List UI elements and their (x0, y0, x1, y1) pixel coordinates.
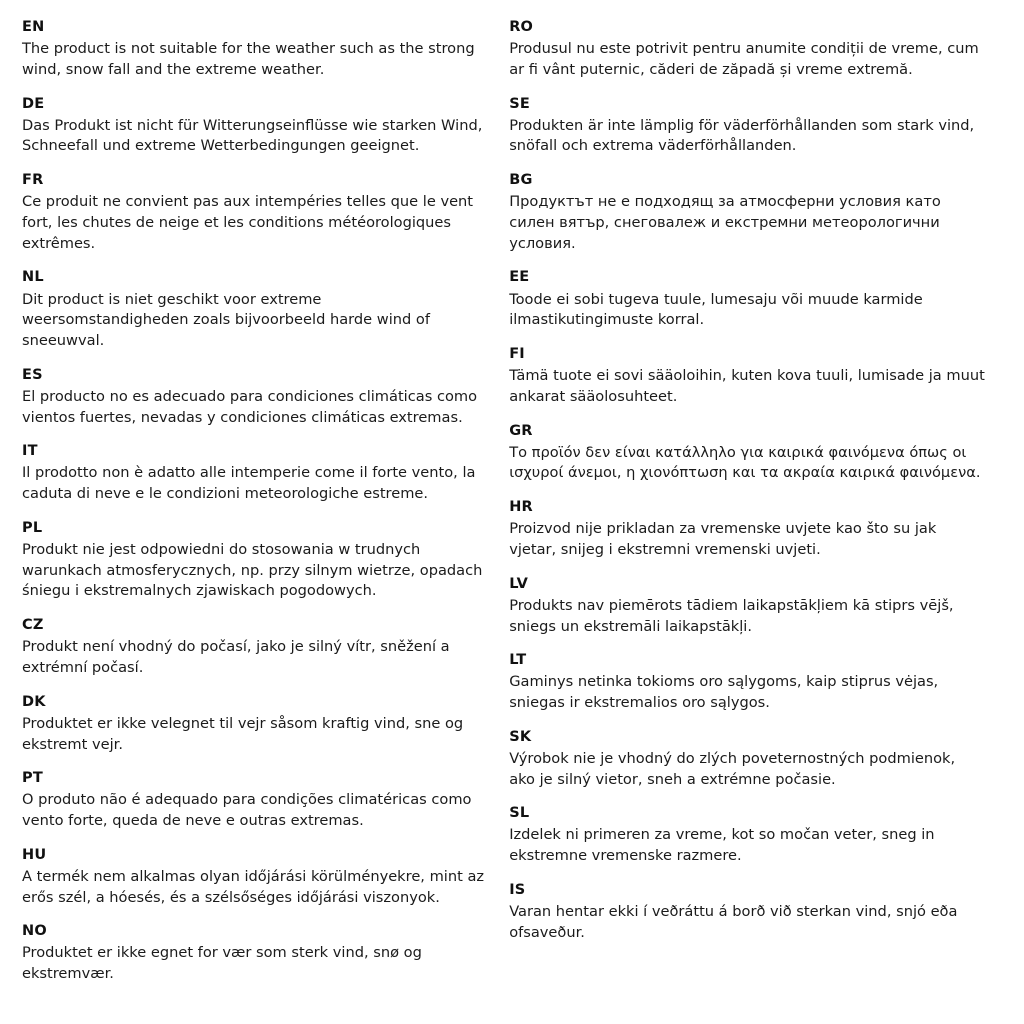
language-code: FI (509, 345, 525, 362)
language-text: Ce produit ne convient pas aux intempéries telles que le vent fort, les chutes de neige et les conditions météorologiques extrêmes. (22, 193, 474, 252)
language-entry (509, 575, 996, 638)
language-code: FR (22, 172, 44, 189)
language-text: Produktet er ikke egnet for vær som sterk vind, snø og ekstremvær. (22, 944, 422, 983)
language-entry (22, 18, 491, 81)
language-entry (509, 422, 996, 485)
language-text: Gaminys netinka tokioms oro sąlygoms, kaip stiprus vėjas, sniegas ir ekstremalios oro sąlygos. (509, 673, 939, 712)
language-entry (22, 769, 491, 832)
language-entry (509, 651, 996, 714)
language-code: SL (509, 805, 530, 822)
language-text: Tämä tuote ei sovi sääoloihin, kuten kova tuuli, lumisade ja muut ankarat sääolosuhteet. (509, 367, 985, 405)
left-column (22, 18, 509, 985)
language-text: Produktet er ikke velegnet til vejr såsom kraftig vind, sne og ekstremt vejr. (22, 714, 464, 753)
language-text: Proizvod nije prikladan za vremenske uvjete kao što su jak vjetar, snijeg i ekstremni vremenski uvjeti. (509, 520, 937, 558)
language-code: PL (22, 519, 43, 536)
language-text: O produto não é adequado para condições climatéricas como vento forte, queda de neve e outras extremas. (22, 791, 472, 830)
language-entry (509, 881, 996, 944)
language-entry (22, 366, 491, 429)
language-entry (509, 268, 996, 331)
language-text: Varan hentar ekki í veðráttu á borð við sterkan vind, snjó eða ofsaveður. (509, 903, 958, 941)
language-text: Il prodotto non è adatto alle intemperie come il forte vento, la caduta di neve e le condizioni meteorologiche estreme. (22, 464, 476, 503)
language-entry (509, 498, 996, 561)
language-code: SK (509, 728, 532, 745)
language-code: NO (22, 923, 47, 940)
language-text: Produsul nu este potrivit pentru anumite condiții de vreme, cum ar fi vânt puternic, căderi de zăpadă și vreme extremă. (509, 40, 979, 78)
columns-container (22, 18, 996, 985)
language-text: Produkts nav piemērots tādiem laikapstākļiem kā stiprs vējš, sniegs un ekstremāli laikapstākļi. (509, 596, 954, 635)
language-entry (22, 268, 491, 351)
language-text: Το προϊόν δεν είναι κατάλληλο για καιρικά φαινόμενα όπως οι ισχυροί άνεμοι, η χιονόπτωση και τα ακραία καιρικά φαινόμενα. (509, 443, 981, 482)
language-entry (22, 693, 491, 756)
language-entry (22, 171, 491, 254)
language-code: NL (22, 269, 44, 286)
language-text: Izdelek ni primeren za vreme, kot so močan veter, sneg in ekstremne vremenske razmere. (509, 826, 935, 865)
language-text: Produkten är inte lämplig för väderförhållanden som stark vind, snöfall och extrema väderförhållanden. (509, 116, 975, 155)
language-code: LV (509, 575, 529, 592)
language-code: BG (509, 172, 533, 189)
language-entry (22, 519, 491, 602)
language-entry (22, 922, 491, 985)
language-code: IS (509, 881, 526, 898)
language-code: EE (509, 269, 530, 286)
language-text: Produkt nie jest odpowiedni do stosowania w trudnych warunkach atmosferycznych, np. przy silnym wietrze, opadach śniegu i ekstremalnych zjawiskach pogodowych. (22, 540, 483, 600)
language-text: Dit product is niet geschikt voor extreme weersomstandigheden zoals bijvoorbeeld harde wind of sneeuwval. (22, 290, 430, 349)
language-text: Produkt není vhodný do počasí, jako je silný vítr, sněžení a extrémní počasí. (22, 638, 450, 676)
language-code: ES (22, 366, 43, 383)
right-column (509, 18, 996, 943)
language-entry (22, 846, 491, 909)
language-code: DE (22, 95, 45, 112)
language-entry (509, 804, 996, 867)
language-text: Das Produkt ist nicht für Witterungseinflüsse wie starken Wind, Schneefall und extreme Wetterbedingungen geeignet. (22, 116, 483, 155)
language-entry (509, 345, 996, 408)
language-text: The product is not suitable for the weather such as the strong wind, snow fall and the extreme weather. (22, 40, 475, 78)
language-entry (22, 95, 491, 158)
language-text: Výrobok nie je vhodný do zlých poveternostných podmienok, ako je silný vietor, sneh a extrémne počasie. (509, 749, 956, 788)
language-code: LT (509, 652, 527, 669)
language-code: GR (509, 422, 533, 439)
language-entry (509, 171, 996, 254)
language-text: A termék nem alkalmas olyan időjárási körülményekre, mint az erős szél, a hóesés, és a szélsőséges időjárási viszonyok. (22, 867, 485, 906)
language-entry (509, 95, 996, 158)
language-code: SE (509, 95, 530, 112)
language-entry (22, 442, 491, 505)
language-text: Toode ei sobi tugeva tuule, lumesaju või muude karmide ilmastikutingimuste korral. (509, 290, 923, 329)
language-code: EN (22, 19, 45, 35)
language-entry (509, 18, 996, 81)
language-code: IT (22, 443, 38, 460)
language-text: Продуктът не е подходящ за атмосферни условия като силен вятър, снеговалеж и екстремни метеорологични условия. (509, 193, 941, 252)
language-entry (22, 616, 491, 679)
language-code: HR (509, 499, 533, 516)
language-text: El producto no es adecuado para condiciones climáticas como vientos fuertes, nevadas y condiciones climáticas extremas. (22, 387, 478, 426)
language-code: PT (22, 770, 43, 787)
language-code: CZ (22, 617, 44, 634)
language-entry (509, 728, 996, 791)
language-code: HU (22, 846, 47, 863)
language-code: DK (22, 693, 46, 710)
language-code: RO (509, 19, 534, 35)
